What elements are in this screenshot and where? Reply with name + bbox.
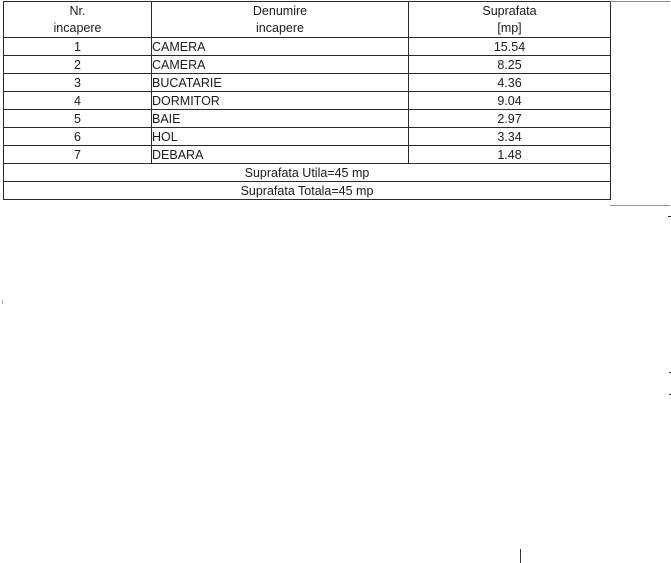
room-nr: 5 [4, 110, 152, 128]
table-row [4, 38, 611, 56]
room-name: CAMERA [152, 56, 409, 74]
room-name: DORMITOR [152, 92, 409, 110]
room-area: 3.34 [409, 128, 611, 146]
header-area: Suprafata [mp] [409, 2, 611, 38]
room-nr: 4 [4, 92, 152, 110]
table-row [4, 110, 611, 128]
room-area: 2.97 [409, 110, 611, 128]
table-header-row [4, 2, 611, 38]
table-row [4, 146, 611, 164]
table-row [4, 74, 611, 92]
table-row [4, 128, 611, 146]
header-nr: Nr. incapere [4, 2, 152, 38]
room-name: DEBARA [152, 146, 409, 164]
scan-mark [2, 300, 3, 304]
room-nr: 3 [4, 74, 152, 92]
room-name: HOL [152, 128, 409, 146]
total-area: Suprafata Totala=45 mp [4, 182, 611, 200]
scan-line [610, 205, 670, 206]
room-name: BAIE [152, 110, 409, 128]
rooms-table [3, 1, 611, 200]
useful-area-total: Suprafata Utila=45 mp [4, 164, 611, 182]
room-area: 1.48 [409, 146, 611, 164]
scan-line [610, 1, 670, 2]
room-area: 9.04 [409, 92, 611, 110]
room-name: CAMERA [152, 38, 409, 56]
summary-row-total [4, 182, 611, 200]
room-area: 4.36 [409, 74, 611, 92]
room-name: BUCATARIE [152, 74, 409, 92]
summary-row-useful [4, 164, 611, 182]
table-row [4, 92, 611, 110]
room-area: 8.25 [409, 56, 611, 74]
room-nr: 1 [4, 38, 152, 56]
room-nr: 7 [4, 146, 152, 164]
room-nr: 2 [4, 56, 152, 74]
room-area: 15.54 [409, 38, 611, 56]
header-name: Denumire incapere [152, 2, 409, 38]
scan-mark [520, 549, 521, 563]
table-row [4, 56, 611, 74]
room-nr: 6 [4, 128, 152, 146]
